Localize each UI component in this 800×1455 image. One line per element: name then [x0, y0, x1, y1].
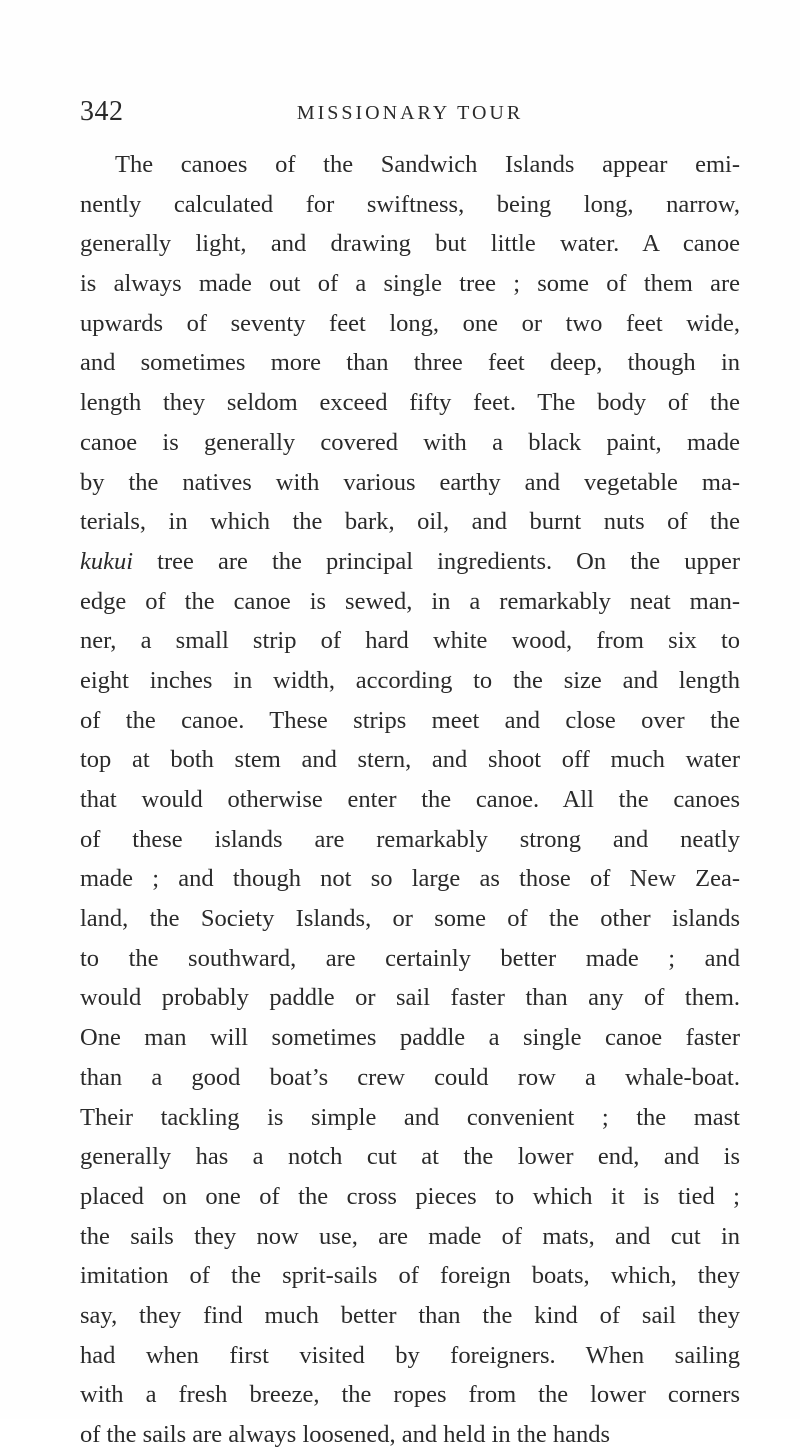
text-line: made ; and though not so large as those of New Zea-: [80, 865, 740, 893]
text-line: the sails they now use, are made of mats, and cut in: [80, 1222, 740, 1250]
text-line: had when first visited by foreigners. When sailing: [80, 1341, 740, 1369]
text-line: generally has a notch cut at the lower end, and is: [80, 1143, 740, 1171]
page-number: 342: [80, 96, 124, 127]
text-line: generally light, and drawing but little water. A canoe: [80, 230, 740, 258]
text-line: of these islands are remarkably strong and neatly: [80, 825, 740, 853]
text-line: say, they find much better than the kind of sail they: [80, 1301, 740, 1329]
text-line: and sometimes more than three feet deep, though in: [80, 349, 740, 377]
text-line: top at both stem and stern, and shoot off much water: [80, 746, 740, 774]
text-line: edge of the canoe is sewed, in a remarkably neat man-: [80, 587, 740, 615]
text-line: The canoes of the Sandwich Islands appear emi-: [115, 151, 740, 178]
text-line: nently calculated for swiftness, being long, narrow,: [80, 190, 740, 218]
text-line: that would otherwise enter the canoe. All the canoes: [80, 786, 740, 813]
text-line: by the natives with various earthy and vegetable ma-: [80, 468, 740, 496]
text-line: eight inches in width, according to the size and length: [80, 666, 740, 694]
text-line: length they seldom exceed fifty feet. The body of the: [80, 389, 740, 417]
text-line: ner, a small strip of hard white wood, from six to: [80, 627, 740, 655]
italic-term-kukui: kukui: [80, 547, 134, 575]
body-text: [80, 145, 740, 1455]
text-line: of the canoe. These strips meet and close over the: [80, 706, 740, 734]
text-line: One man will sometimes paddle a single canoe faster: [80, 1024, 740, 1052]
text-line: would probably paddle or sail faster than any of them.: [80, 984, 740, 1012]
text-line: canoe is generally covered with a black paint, made: [80, 428, 740, 456]
text-line: than a good boat’s crew could row a whale-boat.: [80, 1063, 740, 1091]
text-line: terials, in which the bark, oil, and burnt nuts of the: [80, 508, 740, 536]
text-line: land, the Society Islands, or some of the other islands: [80, 905, 740, 933]
page-header: [80, 96, 740, 136]
text-line: [80, 542, 740, 582]
text-line: placed on one of the cross pieces to which it is tied ;: [80, 1182, 740, 1210]
text-line: of the sails are always loosened, and held in the hands: [80, 1421, 611, 1448]
running-head: MISSIONARY TOUR: [296, 102, 524, 124]
text-line: is always made out of a single tree ; some of them are: [80, 270, 740, 298]
line-continuation: tree are the principal ingredients. On the upper: [157, 547, 740, 575]
text-line: Their tackling is simple and convenient ; the mast: [80, 1103, 740, 1131]
text-line: to the southward, are certainly better made ; and: [80, 944, 740, 972]
text-line: imitation of the sprit-sails of foreign boats, which, they: [80, 1262, 740, 1290]
text-line: upwards of seventy feet long, one or two feet wide,: [80, 309, 740, 337]
text-line: with a fresh breeze, the ropes from the lower corners: [80, 1381, 740, 1409]
